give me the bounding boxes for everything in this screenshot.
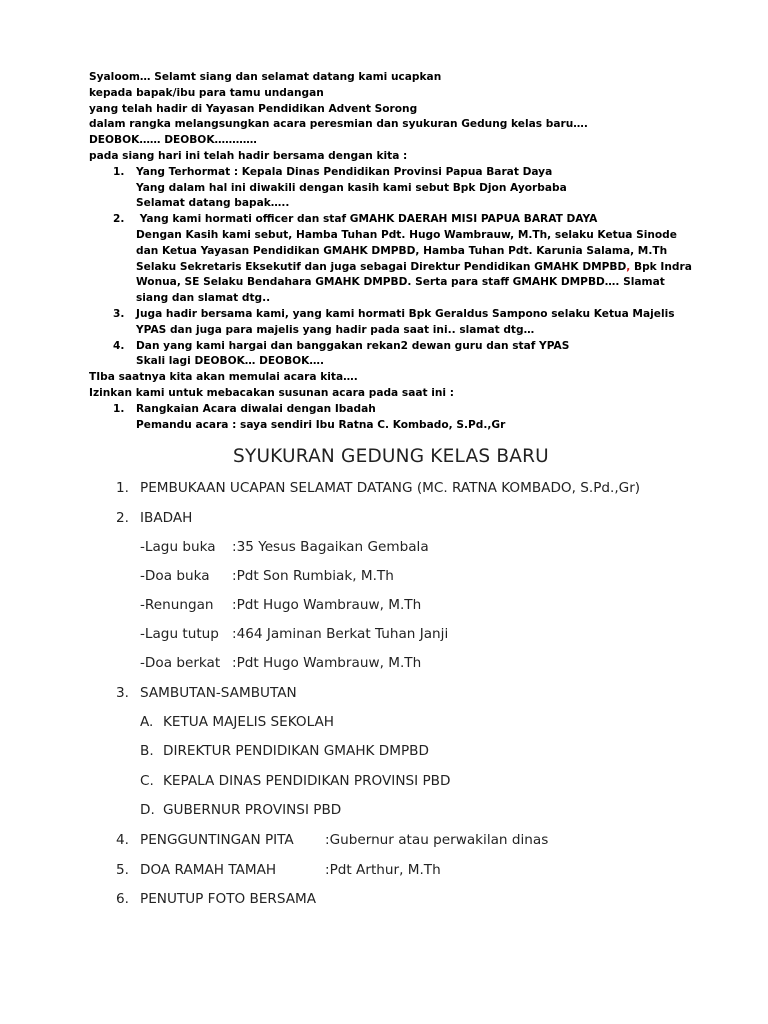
sambutan-text: KETUA MAJELIS SEKOLAH (163, 714, 335, 730)
guest-item-1 (89, 165, 729, 212)
agenda-text: IBADAH (140, 510, 193, 526)
agenda-text: SAMBUTAN-SAMBUTAN (140, 685, 297, 701)
guest-line (89, 260, 729, 276)
agenda-value: :Pdt Arthur, M.Th (325, 862, 441, 878)
outro-line: TIba saatnya kita akan memulai acara kita…. (89, 371, 358, 384)
agenda-number: 6. (116, 891, 129, 907)
guest-line: Yang Terhormat : Kepala Dinas Pendidikan Provinsi Papua Barat Daya (136, 165, 553, 178)
ibadah-value: :Pdt Son Rumbiak, M.Th (232, 568, 394, 584)
sambutan-letter: D. (140, 802, 155, 818)
guest-line: Wonua, SE Selaku Bendahara GMAHK DMPBD. Serta para staff GMAHK DMPBD…. Slamat (136, 276, 665, 289)
agenda-number: 5. (116, 862, 129, 878)
ibadah-label: -Renungan (140, 597, 214, 613)
ibadah-label: -Doa buka (140, 568, 210, 584)
guest-line: YPAS dan juga para majelis yang hadir pada saat ini.. slamat dtg… (136, 323, 535, 336)
guest-item-2 (89, 212, 729, 307)
list-number: 1. (113, 165, 125, 178)
ibadah-value: :35 Yesus Bagaikan Gembala (232, 539, 429, 555)
intro-line: kepada bapak/ibu para tamu undangan (89, 86, 324, 99)
ibadah-label: -Lagu tutup (140, 626, 219, 642)
agenda-number: 4. (116, 832, 129, 848)
guest-line: Dengan Kasih kami sebut, Hamba Tuhan Pdt. Hugo Wambrauw, M.Th, selaku Ketua Sinode (136, 228, 677, 241)
guest-line: Selamat datang bapak….. (136, 197, 290, 210)
agenda-text: PENUTUP FOTO BERSAMA (140, 891, 317, 907)
list-number: 2. (113, 213, 125, 226)
agenda-number: 3. (116, 685, 129, 701)
agenda-number: 1. (116, 480, 129, 496)
guest-line-part: Selaku Sekretaris Eksekutif dan juga sebagai Direktur Pendidikan GMAHK DMPBD (136, 260, 627, 273)
ibadah-label: -Lagu buka (140, 539, 216, 555)
intro-line: pada siang hari ini telah hadir bersama dengan kita : (89, 149, 408, 162)
guest-line: Skali lagi DEOBOK… DEOBOK…. (136, 355, 325, 368)
sambutan-text: KEPALA DINAS PENDIDIKAN PROVINSI PBD (163, 773, 451, 789)
rundown-item (89, 402, 729, 434)
intro-line: Syaloom… Selamt siang dan selamat datang kami ucapkan (89, 71, 442, 83)
agenda-text: PENGGUNTINGAN PITA (140, 832, 294, 848)
sambutan-text: DIREKTUR PENDIDIKAN GMAHK DMPBD (163, 743, 429, 759)
red-comma: , (626, 260, 631, 273)
intro-line: yang telah hadir di Yayasan Pendidikan Advent Sorong (89, 102, 418, 115)
sambutan-letter: C. (140, 773, 154, 789)
ibadah-label: -Doa berkat (140, 655, 221, 671)
guest-line: dan Ketua Yayasan Pendidikan GMAHK DMPBD, Hamba Tuhan Pdt. Karunia Salama, M.Th (136, 244, 668, 257)
outro-line: Izinkan kami untuk mebacakan susunan acara pada saat ini : (89, 386, 454, 399)
ibadah-value: :Pdt Hugo Wambrauw, M.Th (232, 597, 422, 613)
guest-item-3 (89, 307, 729, 339)
guest-line-part: Bpk Indra (630, 260, 692, 273)
rundown-line: Pemandu acara : saya sendiri Ibu Ratna C. Kombado, S.Pd.,Gr (136, 418, 506, 431)
sambutan-text: GUBERNUR PROVINSI PBD (163, 802, 342, 818)
agenda-text: DOA RAMAH TAMAH (140, 862, 277, 878)
guest-line: Yang kami hormati officer dan staf GMAHK DAERAH MISI PAPUA BARAT DAYA (136, 213, 598, 226)
agenda-text: PEMBUKAAN UCAPAN SELAMAT DATANG (MC. RATNA KOMBADO, S.Pd.,Gr) (140, 480, 641, 496)
guest-line: Dan yang kami hargai dan banggakan rekan2 dewan guru dan staf YPAS (136, 339, 570, 352)
ibadah-value: :464 Jaminan Berkat Tuhan Janji (232, 626, 449, 642)
guest-line: siang dan slamat dtg.. (136, 292, 271, 305)
agenda-title: SYUKURAN GEDUNG KELAS BARU (233, 446, 549, 467)
guest-line: Yang dalam hal ini diwakili dengan kasih kami sebut Bpk Djon Ayorbaba (136, 181, 567, 194)
sambutan-letter: B. (140, 743, 154, 759)
intro-line: dalam rangka melangsungkan acara peresmian dan syukuran Gedung kelas baru…. (89, 118, 588, 131)
list-number: 4. (113, 339, 125, 352)
agenda-number: 2. (116, 510, 129, 526)
agenda-value: :Gubernur atau perwakilan dinas (325, 832, 549, 848)
rundown-line: Rangkaian Acara diwalai dengan Ibadah (136, 402, 376, 415)
sambutan-letter: A. (140, 714, 154, 730)
guest-line: Juga hadir bersama kami, yang kami hormati Bpk Geraldus Sampono selaku Ketua Majelis (136, 307, 675, 320)
guest-item-4 (89, 339, 729, 371)
welcome-speech-text (89, 70, 729, 433)
list-number: 1. (113, 402, 125, 415)
list-number: 3. (113, 307, 125, 320)
ibadah-value: :Pdt Hugo Wambrauw, M.Th (232, 655, 422, 671)
intro-line: DEOBOK…… DEOBOK………… (89, 134, 257, 147)
